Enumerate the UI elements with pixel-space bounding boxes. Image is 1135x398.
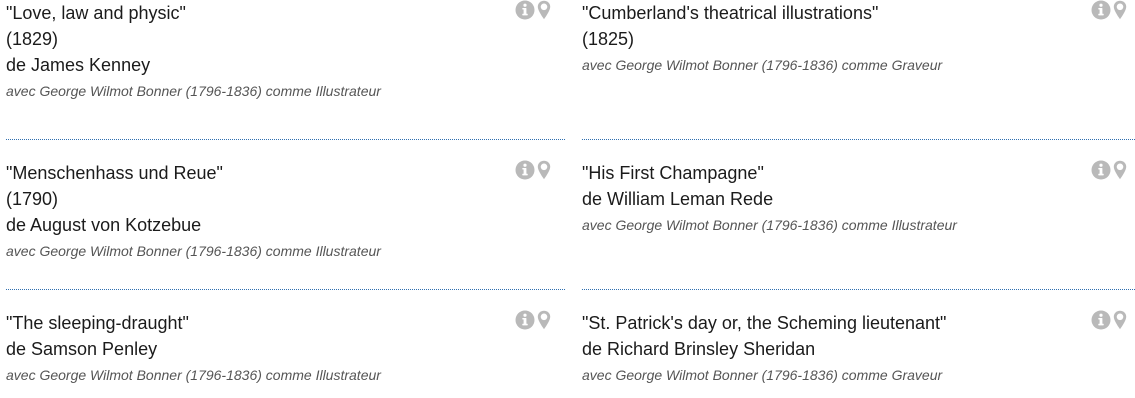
result-card bbox=[6, 140, 565, 290]
work-title[interactable]: "Love, law and physic" bbox=[6, 3, 186, 23]
card-actions bbox=[515, 160, 551, 180]
card-actions bbox=[515, 310, 551, 330]
results-column-left bbox=[6, 0, 565, 398]
work-year: (1790) bbox=[6, 189, 59, 209]
work-credit: avec George Wilmot Bonner (1796-1836) comme Illustrateur bbox=[582, 217, 957, 233]
work-credit: avec George Wilmot Bonner (1796-1836) comme Illustrateur bbox=[6, 367, 381, 383]
info-icon[interactable] bbox=[515, 160, 535, 180]
work-title[interactable]: "His First Champagne" bbox=[582, 163, 764, 183]
work-author[interactable]: de Richard Brinsley Sheridan bbox=[582, 339, 816, 359]
card-actions bbox=[515, 0, 551, 20]
card-actions bbox=[1091, 310, 1127, 330]
info-icon[interactable] bbox=[515, 0, 535, 20]
work-year: (1829) bbox=[6, 29, 59, 49]
map-pin-icon[interactable] bbox=[1113, 160, 1127, 180]
work-title[interactable]: "Menschenhass und Reue" bbox=[6, 163, 223, 183]
map-pin-icon[interactable] bbox=[537, 160, 551, 180]
work-author[interactable]: de August von Kotzebue bbox=[6, 215, 202, 235]
work-credit: avec George Wilmot Bonner (1796-1836) comme Graveur bbox=[582, 57, 943, 73]
work-title[interactable]: "The sleeping-draught" bbox=[6, 313, 189, 333]
map-pin-icon[interactable] bbox=[537, 0, 551, 20]
card-actions bbox=[1091, 0, 1127, 20]
work-credit: avec George Wilmot Bonner (1796-1836) comme Illustrateur bbox=[6, 83, 381, 99]
results-column-right bbox=[582, 0, 1135, 398]
result-card bbox=[582, 140, 1135, 290]
work-author[interactable]: de William Leman Rede bbox=[582, 189, 774, 209]
result-card bbox=[6, 0, 565, 140]
work-year: (1825) bbox=[582, 29, 635, 49]
map-pin-icon[interactable] bbox=[1113, 0, 1127, 20]
info-icon[interactable] bbox=[1091, 310, 1111, 330]
work-credit: avec George Wilmot Bonner (1796-1836) comme Illustrateur bbox=[6, 243, 381, 259]
map-pin-icon[interactable] bbox=[1113, 310, 1127, 330]
work-title[interactable]: "St. Patrick's day or, the Scheming lieutenant" bbox=[582, 313, 947, 333]
work-credit: avec George Wilmot Bonner (1796-1836) comme Graveur bbox=[582, 367, 943, 383]
work-title[interactable]: "Cumberland's theatrical illustrations" bbox=[582, 3, 879, 23]
info-icon[interactable] bbox=[515, 310, 535, 330]
result-card bbox=[582, 0, 1135, 140]
work-author[interactable]: de Samson Penley bbox=[6, 339, 158, 359]
map-pin-icon[interactable] bbox=[537, 310, 551, 330]
result-card bbox=[6, 290, 565, 398]
work-author[interactable]: de James Kenney bbox=[6, 55, 151, 75]
info-icon[interactable] bbox=[1091, 0, 1111, 20]
card-actions bbox=[1091, 160, 1127, 180]
result-card bbox=[582, 290, 1135, 398]
info-icon[interactable] bbox=[1091, 160, 1111, 180]
